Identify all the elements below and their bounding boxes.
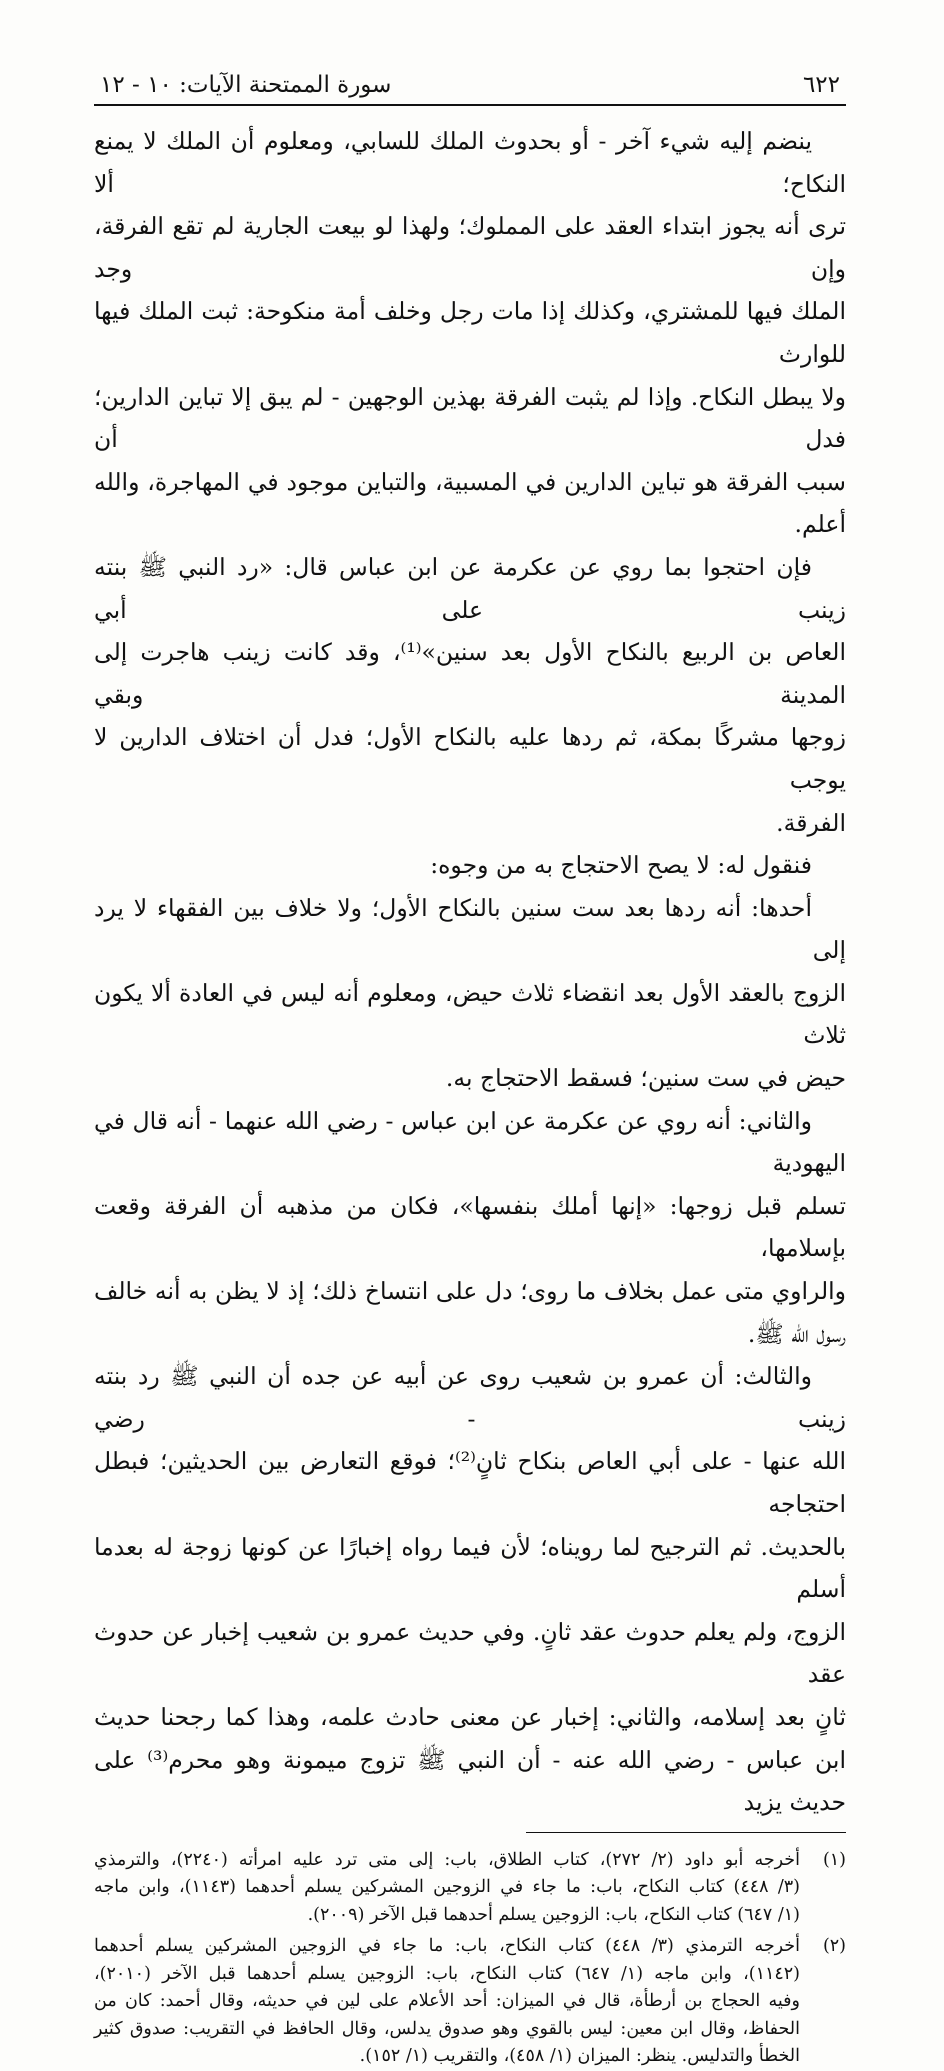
footnotes xyxy=(94,1847,846,2071)
footnote-line: أخرجه أبو داود (٢/ ٢٧٢)، كتاب الطلاق، باب: إلى متى ترد عليه امرأته (٢٢٤٠)، والترمذي xyxy=(94,1849,800,1870)
text-line: الملك فيها للمشتري، وكذلك إذا مات رجل وخلف أمة منكوحة: ثبت الملك فيها للوارث xyxy=(94,297,846,368)
footnote-line: الخطأ والتدليس. ينظر: الميزان (١/ ٤٥٨)، والتقريب (١/ ١٥٢). xyxy=(359,2046,800,2067)
text-line: ابن عباس - رضي الله عنه - أن النبي ﷺ تزوج ميمونة وهو محرم⁽³⁾ على حديث يزيد xyxy=(94,1745,846,1817)
text-line: ينضم إليه شيء آخر - أو بحدوث الملك للسابي، ومعلوم أن الملك لا يمنع النكاح؛ ألا xyxy=(94,127,846,198)
footnote-line: (١١٤٢)، وابن ماجه (١/ ٦٤٧) كتاب النكاح، باب: الزوجين يسلم أحدهما قبل الآخر (٢٠١٠)، xyxy=(94,1963,800,1984)
text-line: العاص بن الربيع بالنكاح الأول بعد سنين»⁽¹⁾، وقد كانت زينب هاجرت إلى المدينة وبقي xyxy=(94,638,846,709)
text-line: ولا يبطل النكاح. وإذا لم يثبت الفرقة بهذين الوجهين - لم يبق إلا تباين الدارين؛ فدل أن xyxy=(94,382,846,454)
text-line: ثانٍ بعد إسلامه، والثاني: إخبار عن معنى حادث علمه، وهذا كما رجحنا حديث xyxy=(94,1702,846,1731)
footnote-number: (١) xyxy=(822,1849,846,1870)
text-line: بالحديث. ثم الترجيح لما رويناه؛ لأن فيما رواه إخبارًا عن كونها زوجة له بعدما أسلم xyxy=(94,1532,846,1604)
footnote-line: وفيه الحجاج بن أرطأة، قال في الميزان: أحد الأعلام على لين في حديثه، وقال أحمد: كان من xyxy=(94,1991,800,2012)
text-line: فنقول له: لا يصح الاحتجاج به من وجوه: xyxy=(430,851,812,880)
text-line: سبب الفرقة هو تباين الدارين في المسبية، والتباين موجود في المهاجرة، والله أعلم. xyxy=(94,467,846,539)
footnote-line: الحفاظ، وقال ابن معين: ليس بالقوي وهو صدوق يدلس، وقال الحافظ في التقريب: صدوق كثير xyxy=(94,2018,800,2039)
running-title: سورة الممتحنة الآيات: ١٠ - ١٢ xyxy=(100,72,392,98)
text-line: فإن احتجوا بما روي عن عكرمة عن ابن عباس قال: «رد النبي ﷺ بنته زينب على أبي xyxy=(94,552,846,624)
text-line: الزوج، ولم يعلم حدوث عقد ثانٍ. وفي حديث عمرو بن شعيب إخبار عن حدوث عقد xyxy=(94,1617,846,1689)
footnote xyxy=(94,1847,846,1930)
footnote-line: (١/ ٦٤٧) كتاب النكاح، باب: الزوجين يسلم أحدهما قبل الآخر (٢٠٠٩). xyxy=(307,1904,800,1925)
page-number: ٦٢٢ xyxy=(802,72,840,98)
text-line: تسلم قبل زوجها: «إنها أملك بنفسها»، فكان من مذهبه أن الفرقة وقعت بإسلامها، xyxy=(94,1191,846,1263)
text-line: الله عنها - على أبي العاص بنكاح ثانٍ⁽²⁾؛ فوقع التعارض بين الحديثين؛ فبطل احتجاجه xyxy=(94,1447,846,1518)
footnote xyxy=(94,1933,846,2071)
text-line: والراوي متى عمل بخلاف ما روى؛ دل على انتساخ ذلك؛ إذ لا يظن به أنه خالف xyxy=(94,1277,846,1306)
footnote-line: أخرجه الترمذي (٣/ ٤٤٨) كتاب النكاح، باب: ما جاء في الزوجين المشركين يسلم أحدهما xyxy=(94,1936,800,1957)
text-line: أحدها: أنه ردها بعد ست سنين بالنكاح الأول؛ ولا خلاف بين الفقهاء لا يرد إلى xyxy=(94,893,846,965)
footnote-line: (٣/ ٤٤٨) كتاب النكاح، باب: ما جاء في الزوجين المشركين يسلم أحدهما (١١٤٣)، وابن ماجه xyxy=(94,1877,800,1898)
main-text xyxy=(94,120,846,1824)
text-line: والثالث: أن عمرو بن شعيب روى عن أبيه عن جده أن النبي ﷺ رد بنته زينب - رضي xyxy=(94,1362,846,1433)
text-line: الزوج بالعقد الأول بعد انقضاء ثلاث حيض، ومعلوم أنه ليس في العادة ألا يكون ثلاث xyxy=(94,978,846,1050)
footnote-number: (٢) xyxy=(822,1936,846,1957)
text-line: زوجها مشركًا بمكة، ثم ردها عليه بالنكاح الأول؛ فدل أن اختلاف الدارين لا يوجب xyxy=(94,723,846,794)
text-line: حيض في ست سنين؛ فسقط الاحتجاج به. xyxy=(445,1064,846,1093)
text-line: الفرقة. xyxy=(776,808,846,837)
page-header xyxy=(94,58,846,106)
text-line: رسول الله ﷺ. xyxy=(747,1319,846,1348)
text-line: ترى أنه يجوز ابتداء العقد على المملوك؛ ولهذا لو بيعت الجارية لم تقع الفرقة، وإن وجد xyxy=(94,212,846,283)
footnote-separator xyxy=(526,1832,846,1833)
text-line: والثاني: أنه روي عن عكرمة عن ابن عباس - رضي الله عنهما - أنه قال في اليهودية xyxy=(94,1106,846,1178)
